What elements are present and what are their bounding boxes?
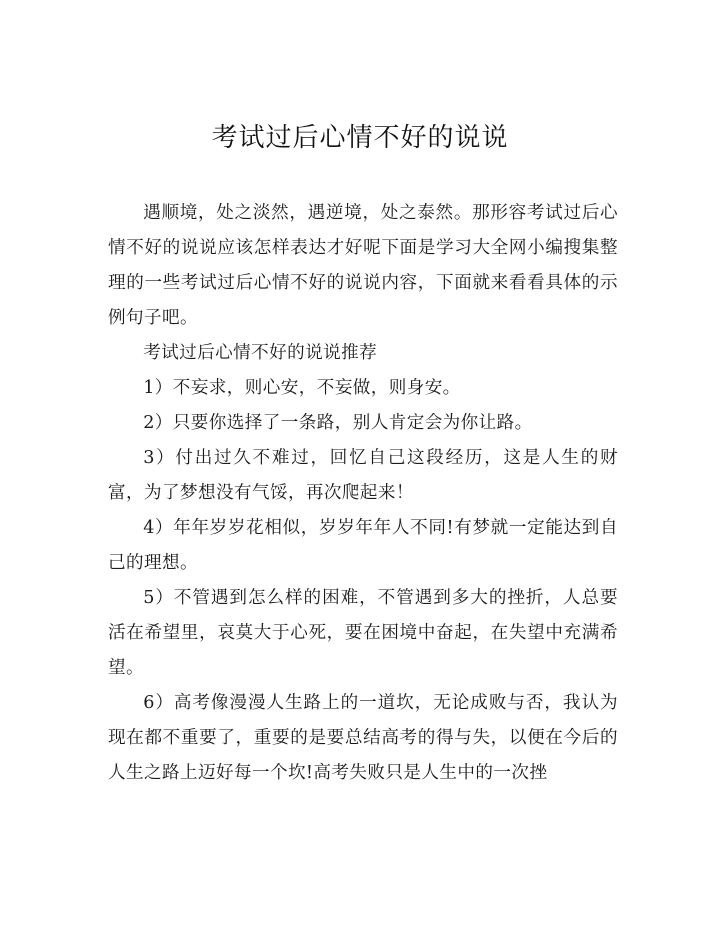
list-item: 5）不管遇到怎么样的困难，不管遇到多大的挫折，人总要活在希望里，哀莫大于心死，要在困境中奋起，在失望中充满希望。	[108, 588, 618, 678]
document-body	[108, 196, 618, 791]
list-item: 2）只要你选择了一条路，别人肯定会为你让路。	[143, 413, 533, 433]
list-item: 4）年年岁岁花相似，岁岁年年人不同!有梦就一定能达到自己的理想。	[108, 518, 618, 573]
section-heading: 考试过后心情不好的说说推荐	[143, 343, 378, 363]
list-item: 1）不妄求，则心安，不妄做，则身安。	[143, 378, 461, 398]
list-item: 6）高考像漫漫人生路上的一道坎，无论成败与否，我认为现在都不重要了，重要的是要总结高考的得与失，以便在今后的人生之路上迈好每一个坎!高考失败只是人生中的一次挫	[108, 693, 618, 783]
intro-paragraph: 遇顺境，处之淡然，遇逆境，处之泰然。那形容考试过后心情不好的说说应该怎样表达才好呢下面是学习大全网小编搜集整理的一些考试过后心情不好的说说内容，下面就来看看具体的示例句子吧。	[108, 203, 618, 328]
document-title: 考试过后心情不好的说说	[211, 123, 509, 153]
list-item: 3）付出过久不难过，回忆自己这段经历，这是人生的财富，为了梦想没有气馁，再次爬起来！	[108, 448, 618, 503]
